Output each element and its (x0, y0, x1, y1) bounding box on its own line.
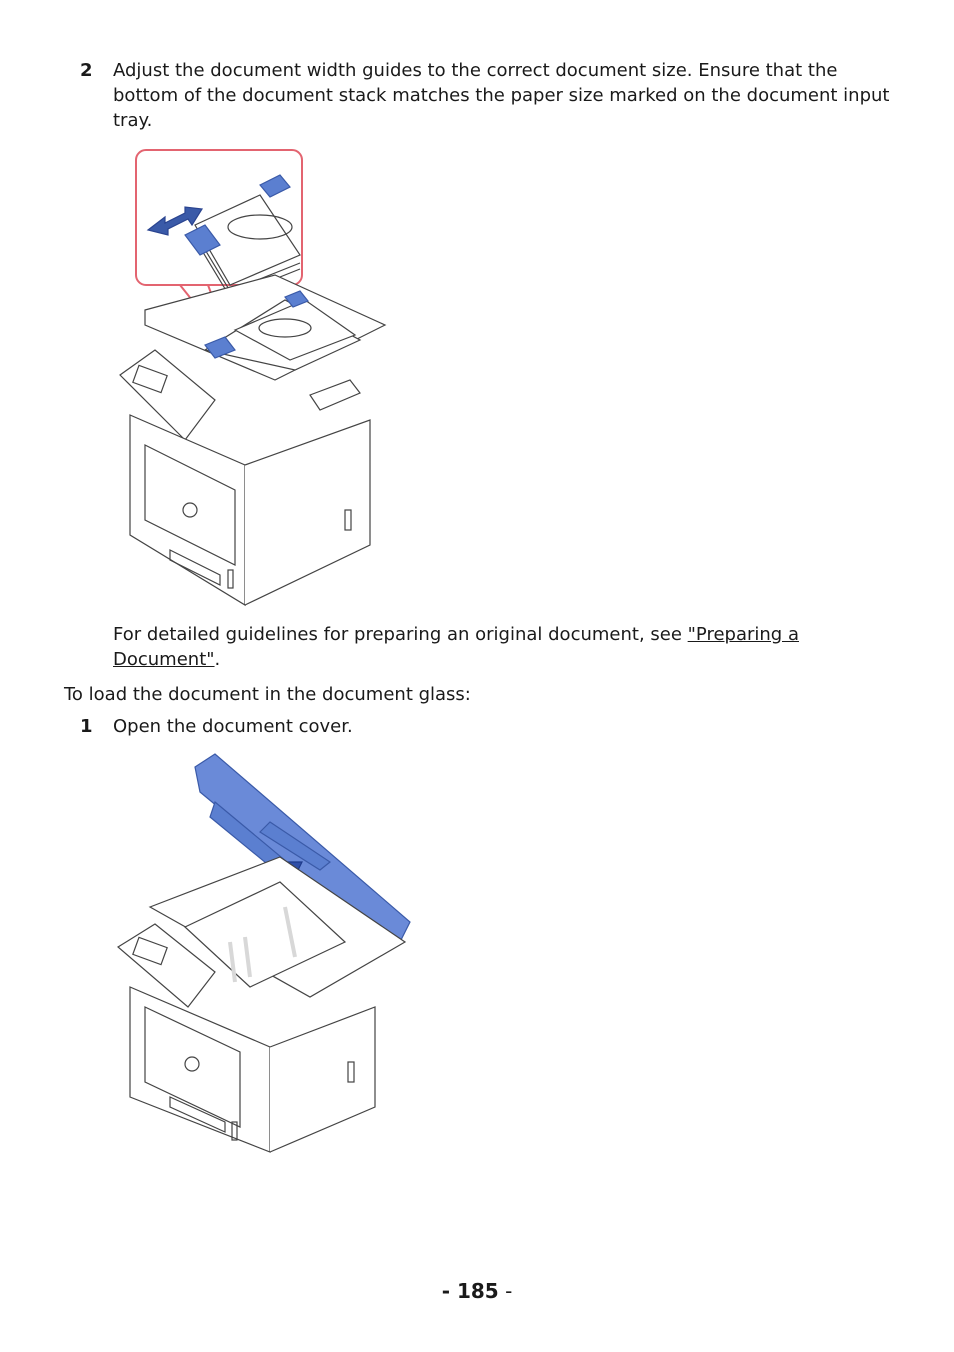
page-number-trailing: - (498, 1279, 513, 1303)
step-number: 2 (80, 60, 93, 81)
step-number: 1 (80, 716, 93, 737)
open-document-cover-illustration (110, 752, 415, 1157)
preparing-document-link[interactable]: "Preparing a Document" (113, 624, 799, 670)
step-text: Open the document cover. (113, 716, 353, 737)
page-number (0, 1279, 954, 1303)
page-number-value: - 185 (441, 1279, 499, 1303)
note-suffix: . (214, 649, 221, 670)
note-prefix: For detailed guidelines for preparing an original document, see (113, 624, 688, 645)
step-text: Adjust the document width guides to the correct document size. Ensure that the bottom of the document stack matches the paper size marked on the document input tray. (113, 60, 890, 131)
adf-width-guides-illustration (110, 145, 410, 610)
intro-text: To load the document in the document glass: (64, 684, 471, 705)
note-paragraph (113, 622, 873, 672)
